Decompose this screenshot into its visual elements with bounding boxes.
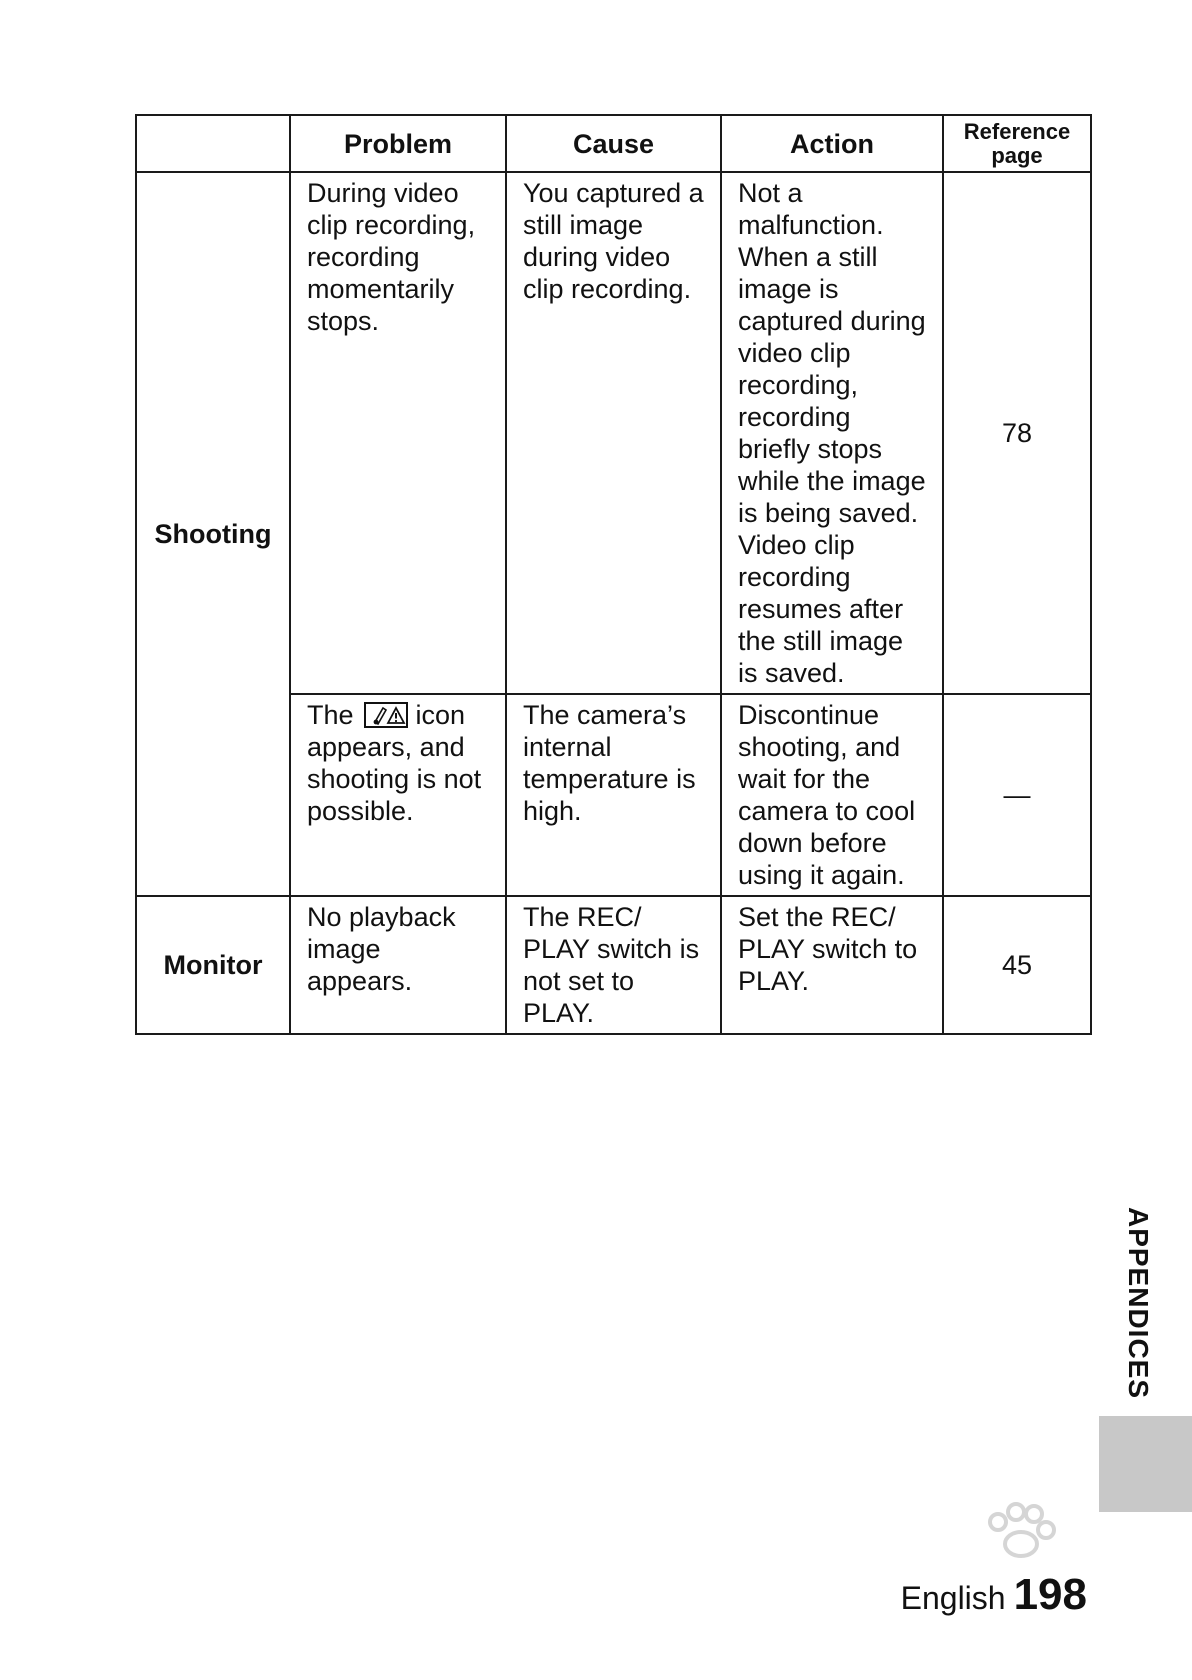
header-category [136, 115, 290, 172]
header-problem: Problem [290, 115, 506, 172]
page-footer [901, 1570, 1087, 1620]
reference-cell: 78 [943, 172, 1091, 694]
problem-cell: During video clip recording, recording momentarily stops. [290, 172, 506, 694]
category-monitor: Monitor [136, 896, 290, 1034]
action-cell: Discontinue shooting, and wait for the camera to cool down before using it again. [721, 694, 943, 896]
cause-cell: The camera’s internal temperature is high. [506, 694, 721, 896]
action-cell: Not a malfunction. When a still image is captured during video clip recording, recording briefly stops while the image is being saved. Video clip recording resumes after the still image is saved. [721, 172, 943, 694]
cause-cell: The REC/ PLAY switch is not set to PLAY. [506, 896, 721, 1034]
problem-cell: No playback image appears. [290, 896, 506, 1034]
header-cause: Cause [506, 115, 721, 172]
troubleshooting-table [135, 114, 1092, 1035]
category-shooting: Shooting [136, 172, 290, 896]
temperature-warning-icon [364, 702, 408, 728]
header-reference-page: Reference page [943, 115, 1091, 172]
action-cell: Set the REC/ PLAY switch to PLAY. [721, 896, 943, 1034]
header-action: Action [721, 115, 943, 172]
problem-text-before-icon: The [307, 700, 354, 730]
reference-cell: — [943, 694, 1091, 896]
table-header-row [136, 115, 1091, 172]
table-row [136, 172, 1091, 694]
problem-cell [290, 694, 506, 896]
reference-cell: 45 [943, 896, 1091, 1034]
cause-cell: You captured a still image during video clip recording. [506, 172, 721, 694]
footer-language: English [900, 1580, 1006, 1616]
appendices-section-label [1108, 1198, 1168, 1408]
problem-text-after-icon: icon appears, and shooting is not possible. [307, 700, 482, 826]
table-row [136, 896, 1091, 1034]
appendices-thumb-tab [1099, 1416, 1192, 1512]
page-number: 198 [1013, 1570, 1087, 1619]
appendices-label-text: APPENDICES [1123, 1206, 1154, 1400]
